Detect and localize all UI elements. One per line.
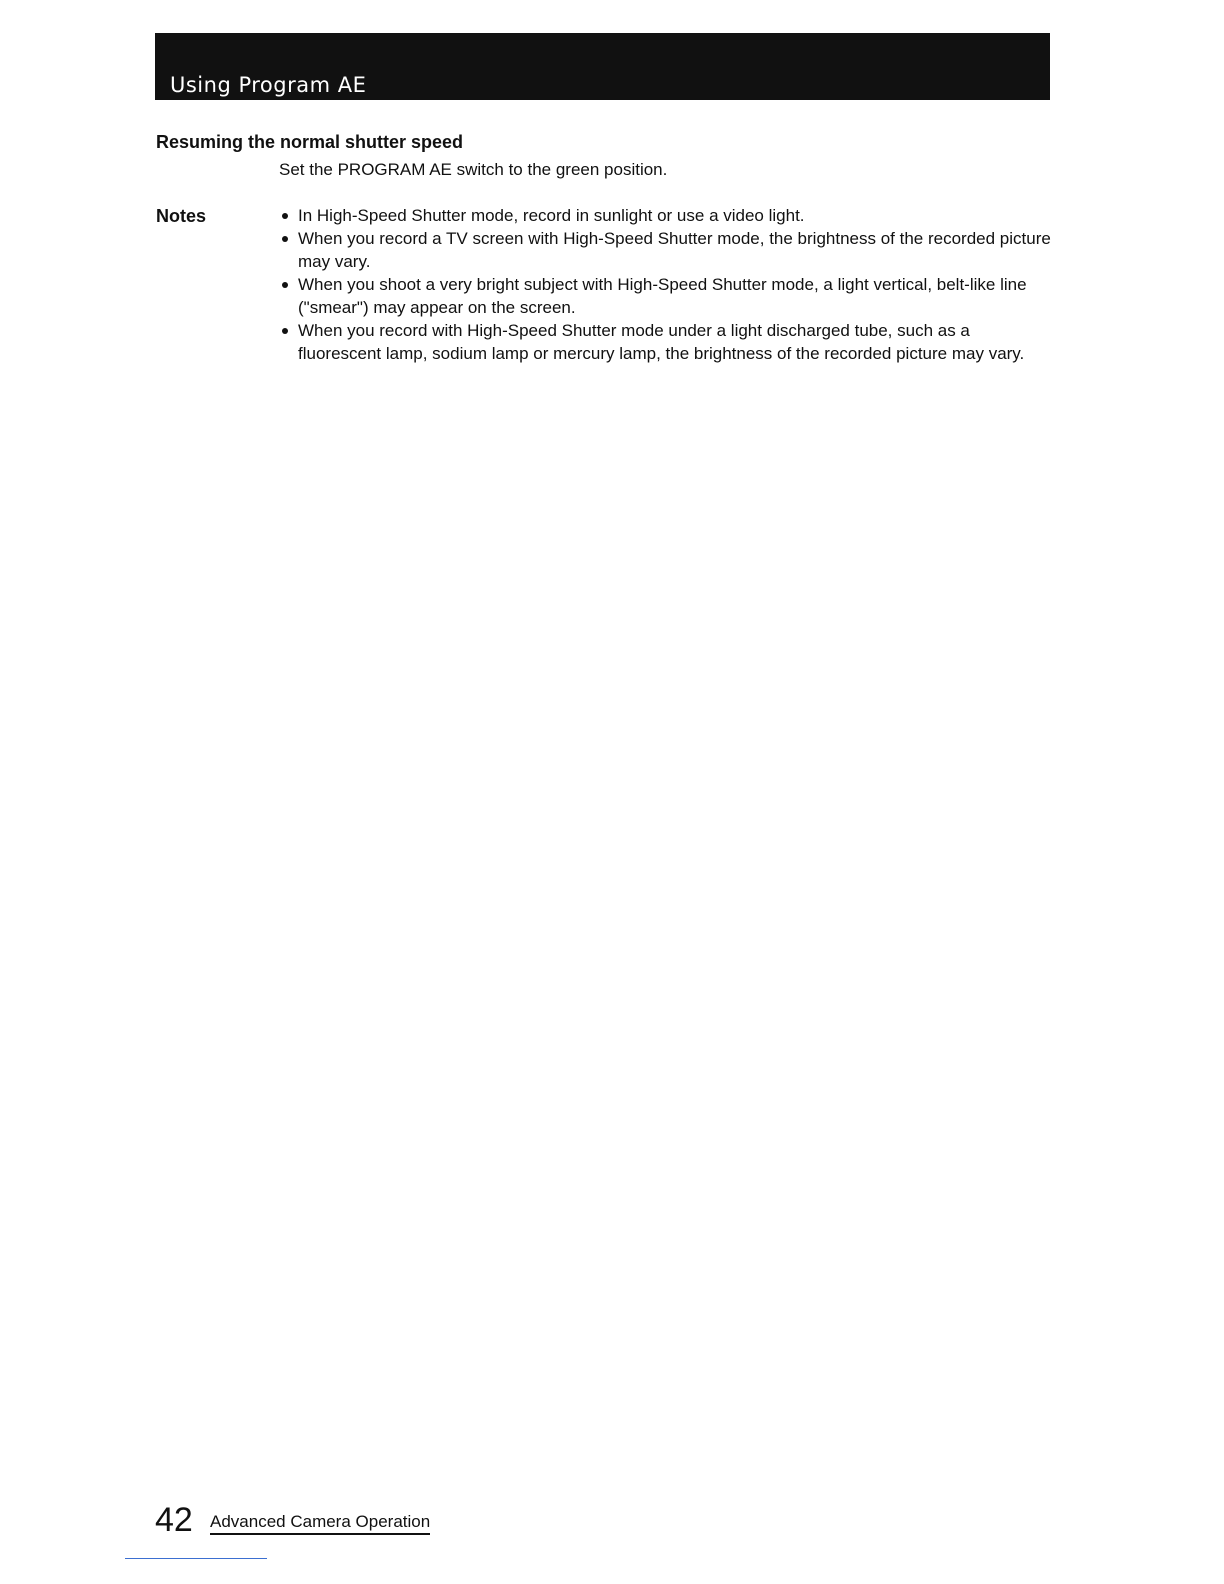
footer-section-title: Advanced Camera Operation <box>210 1512 430 1535</box>
page-number: 42 <box>155 1501 193 1539</box>
page-title: Using Program AE <box>170 73 367 97</box>
bullet-icon <box>282 282 288 288</box>
bullet-icon <box>282 213 288 219</box>
notes-item <box>279 204 1054 227</box>
notes-item <box>279 273 1054 319</box>
bullet-icon <box>282 328 288 334</box>
notes-item-text: When you shoot a very bright subject with High-Speed Shutter mode, a light vertical, belt-like line ("smear") may appear on the screen. <box>298 275 1027 317</box>
section-body-text: Set the PROGRAM AE switch to the green position. <box>279 160 668 179</box>
notes-item-text: In High-Speed Shutter mode, record in sunlight or use a video light. <box>298 206 805 225</box>
notes-item-text: When you record with High-Speed Shutter mode under a light discharged tube, such as a fluorescent lamp, sodium lamp or mercury lamp, the brightness of the recorded picture may vary. <box>298 321 1025 363</box>
section-heading: Resuming the normal shutter speed <box>156 132 464 152</box>
notes-label: Notes <box>156 206 207 226</box>
bullet-icon <box>282 236 288 242</box>
notes-item-text: When you record a TV screen with High-Speed Shutter mode, the brightness of the recorded picture may vary. <box>298 229 1051 271</box>
notes-item <box>279 319 1054 365</box>
bottom-divider <box>125 1558 267 1559</box>
notes-list <box>279 204 1054 365</box>
notes-item <box>279 227 1054 273</box>
page-header-bar <box>155 33 1050 100</box>
